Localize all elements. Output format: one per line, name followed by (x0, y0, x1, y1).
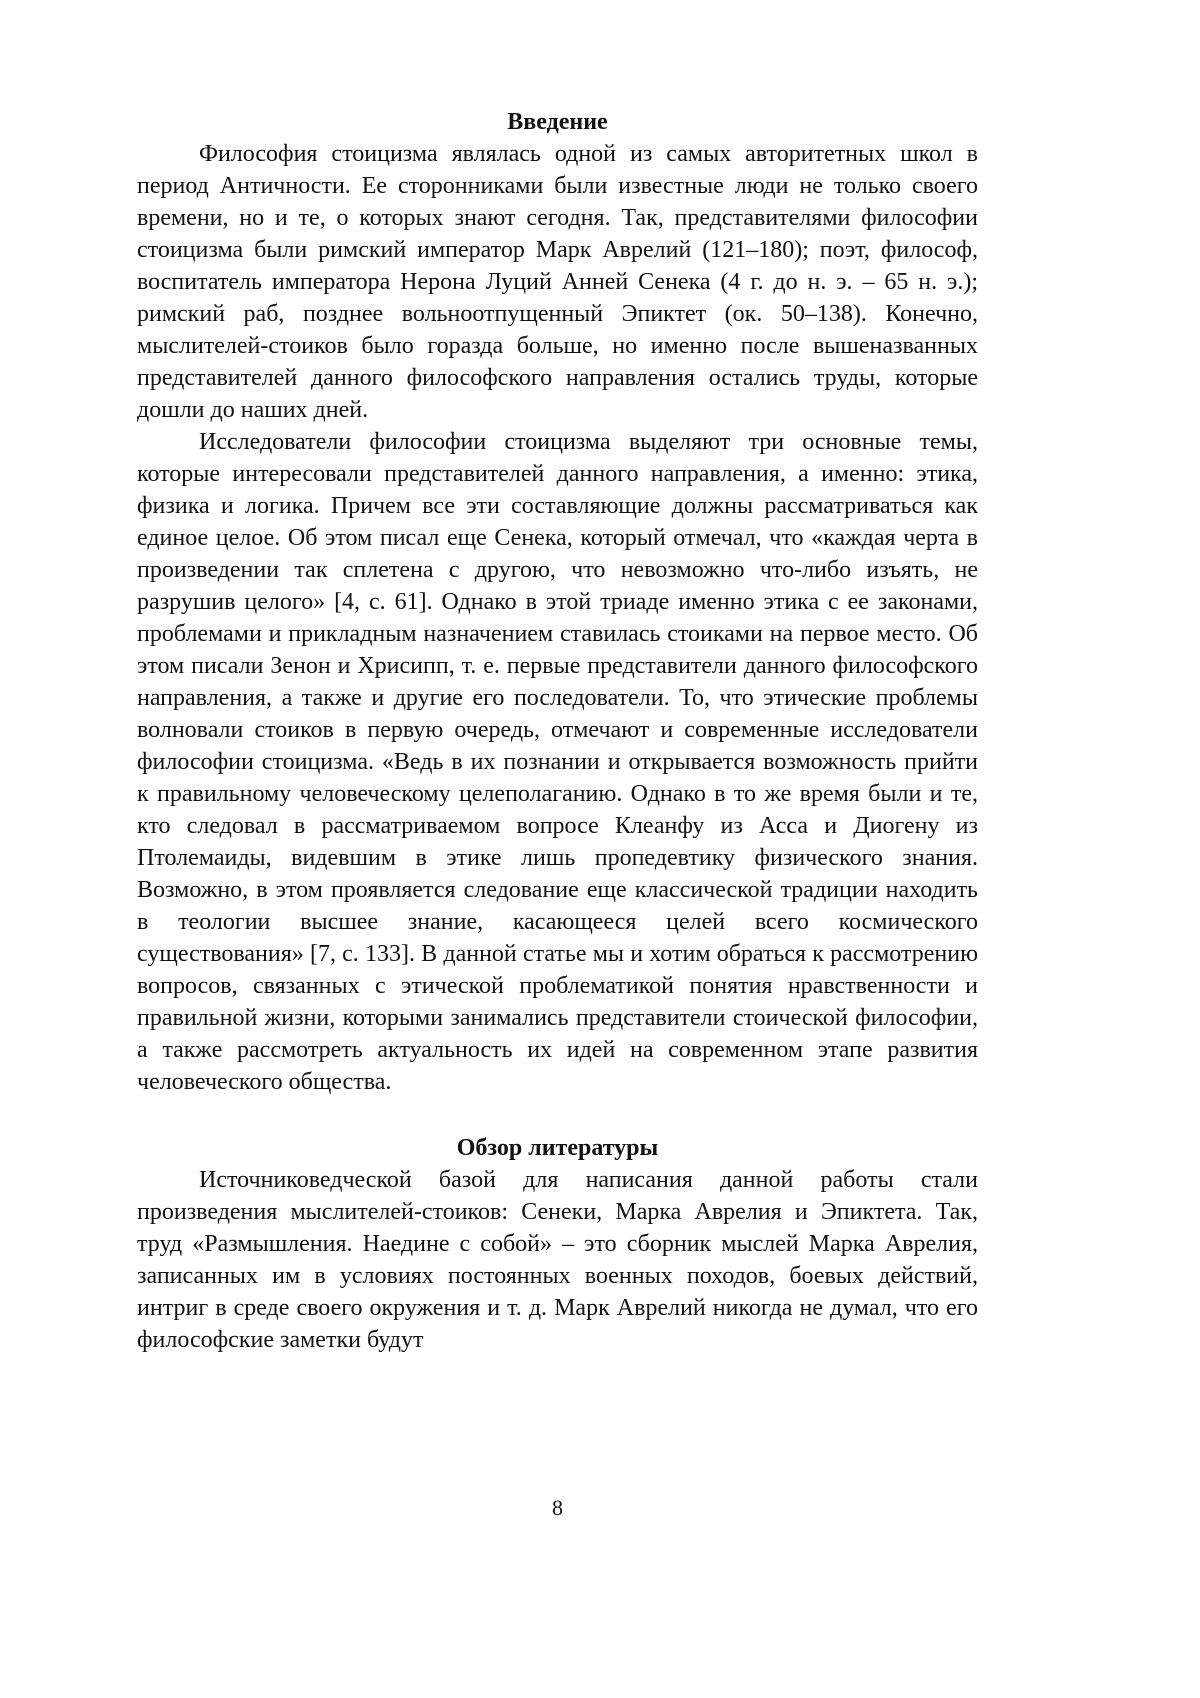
paragraph-literature-review-1: Источниковедческой базой для написания данной работы стали произведения мыслителей-стоиков: Сенеки, Марка Аврелия и Эпиктета. Так, труд «Размышления. Наедине с собой» – это сборник мыслей Марка Аврелия, записанных им в условиях постоянных военных походов, боевых действий, интриг в среде своего окружения и т. д. Марк Аврелий никогда не думал, что его философские заметки будут (137, 1167, 978, 1353)
paragraph-introduction-1: Философия стоицизма являлась одной из самых авторитетных школ в период Античности. Ее сторонниками были известные люди не только своего времени, но и те, о которых знают сегодня. Так, представителями философии стоицизма были римский император Марк Аврелий (121–180); поэт, философ, воспитатель императора Нерона Луций Анней Сенека (4 г. до н. э. – 65 н. э.); римский раб, позднее вольноотпущенный Эпиктет (ок. 50–138). Конечно, мыслителей-стоиков было горазда больше, но именно после вышеназванных представителей данного философского направления остались труды, которые дошли до наших дней. (137, 141, 978, 423)
section-heading-literature-review: Обзор литературы (456, 1135, 659, 1161)
page-number: 8 (552, 1495, 563, 1520)
paragraph-introduction-2: Исследователи философии стоицизма выделяют три основные темы, которые интересовали представителей данного направления, а именно: этика, физика и логика. Причем все эти составляющие должны рассматриваться как единое целое. Об этом писал еще Сенека, который отмечал, что «каждая черта в произведении так сплетена с другою, что невозможно что-либо изъять, не разрушив целого» [4, с. 61]. Однако в этой триаде именно этика с ее законами, проблемами и прикладным назначением ставилась стоиками на первое место. Об этом писали Зенон и Хрисипп, т. е. первые представители данного философского направления, а также и другие его последователи. То, что этические проблемы волновали стоиков в первую очередь, отмечают и современные исследователи философии стоицизма. «Ведь в их познании и открывается возможность прийти к правильному человеческому целеполаганию. Однако в то же время были и те, кто следовал в рассматриваемом вопросе Клеанфу из Асса и Диогену из Птолемаиды, видевшим в этике лишь пропедевтику физического знания. Возможно, в этом проявляется следование еще классической традиции находить в теологии высшее знание, касающееся целей всего космического существования» [7, с. 133]. В данной статье мы и хотим обраться к рассмотрению вопросов, связанных с этической проблематикой понятия нравственности и правильной жизни, которыми занимались представители стоической философии, а также рассмотреть актуальность их идей на современном этапе развития человеческого общества. (137, 429, 978, 1095)
page-content (137, 106, 978, 1356)
section-heading-introduction: Введение (507, 109, 608, 135)
